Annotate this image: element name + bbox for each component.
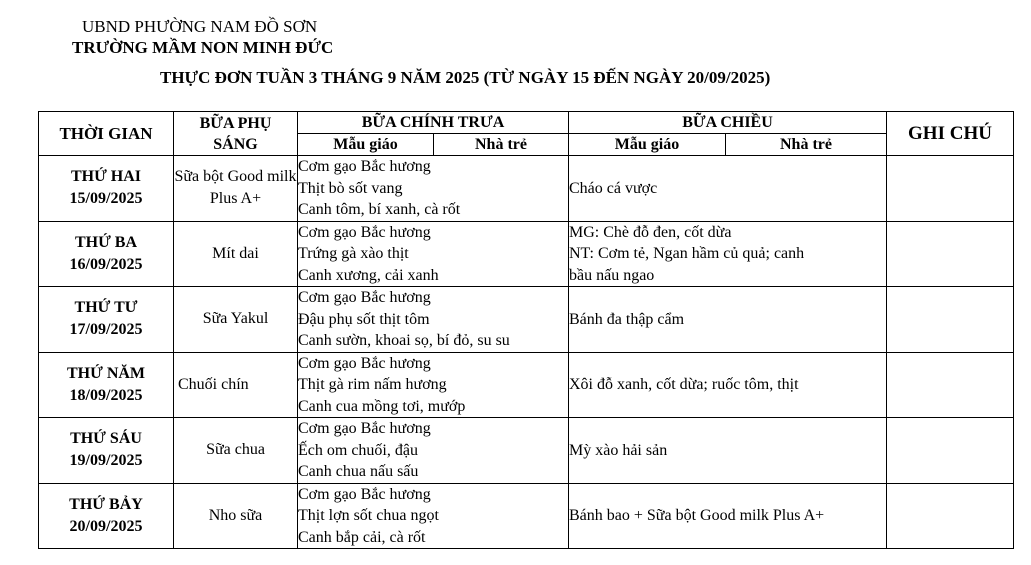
menu-title: THỰC ĐƠN TUẦN 3 THÁNG 9 NĂM 2025 (TỪ NGÀY 15 ĐẾN NGÀY 20/09/2025) (160, 68, 771, 87)
afternoon-item: NT: Cơm tẻ, Ngan hầm củ quả; canh (569, 245, 805, 262)
note-cell (887, 156, 1014, 222)
lunch-item: Cơm gạo Bắc hương (298, 223, 431, 241)
table-row (39, 483, 1014, 549)
lunch-cell (298, 287, 569, 353)
weekly-menu-table (38, 111, 1014, 549)
col-snack-header-line2: SÁNG (213, 135, 258, 153)
lunch-cell (298, 221, 569, 287)
lunch-item: Cơm gạo Bắc hương (298, 289, 431, 306)
header-row (39, 112, 1014, 134)
note-cell (887, 221, 1014, 287)
lunch-item: Thịt bò sốt vang (298, 179, 403, 197)
lunch-cell (298, 418, 569, 484)
col-snack-header-line1: BỮA PHỤ (199, 114, 272, 132)
school-name: TRƯỜNG MẦM NON MINH ĐỨC (72, 38, 334, 57)
day-name: THỨ TƯ (74, 299, 138, 317)
lunch-item: Canh bắp cải, cà rốt (298, 528, 426, 546)
afternoon-cell (569, 287, 887, 353)
col-afternoon-header: BỮA CHIỀU (569, 112, 887, 134)
afternoon-item: Mỳ xào hải sản (569, 441, 668, 459)
lunch-item: Thịt gà rim nấm hương (298, 376, 447, 393)
afternoon-item: Bánh đa thập cẩm (569, 310, 685, 328)
afternoon-item: MG: Chè đỗ đen, cốt dừa (569, 223, 732, 241)
afternoon-cell (569, 221, 887, 287)
lunch-item: Đậu phụ sốt thịt tôm (298, 310, 430, 328)
afternoon-cell (569, 156, 887, 222)
day-name: THỨ NĂM (66, 364, 146, 382)
afternoon-item: bầu nấu ngao (569, 266, 655, 284)
day-name: THỨ HAI (70, 168, 142, 186)
day-name: THỨ BẢY (69, 495, 143, 513)
col-snack-header (174, 112, 298, 156)
day-name: THỨ SÁU (70, 430, 142, 448)
lunch-preschool-header: Mẫu giáo (298, 134, 434, 156)
lunch-item: Canh chua nấu sấu (298, 463, 419, 480)
note-cell (887, 352, 1014, 418)
note-cell (887, 418, 1014, 484)
day-date: 17/09/2025 (69, 321, 143, 339)
note-cell (887, 287, 1014, 353)
afternoon-item: Cháo cá vược (569, 179, 658, 197)
col-note-header: GHI CHÚ (887, 112, 1014, 156)
lunch-item: Thịt lợn sốt chua ngọt (298, 507, 439, 524)
afternoon-item: Xôi đỗ xanh, cốt dừa; ruốc tôm, thịt (569, 376, 799, 393)
lunch-item: Canh xương, cải xanh (298, 266, 439, 284)
lunch-cell (298, 483, 569, 549)
note-cell (887, 483, 1014, 549)
lunch-item: Cơm gạo Bắc hương (298, 158, 431, 175)
table-row (39, 418, 1014, 484)
day-cell (39, 156, 174, 222)
table-row (39, 287, 1014, 353)
day-date: 15/09/2025 (69, 190, 143, 208)
col-time-header: THỜI GIAN (39, 112, 174, 156)
lunch-item: Canh cua mồng tơi, mướp (298, 397, 466, 415)
lunch-item: Cơm gạo Bắc hương (298, 485, 431, 503)
afternoon-nursery-header: Nhà trẻ (726, 134, 887, 156)
day-cell (39, 483, 174, 549)
col-lunch-header: BỮA CHÍNH TRƯA (298, 112, 569, 134)
day-date: 19/09/2025 (69, 452, 143, 470)
table-row (39, 156, 1014, 222)
day-cell (39, 418, 174, 484)
day-cell (39, 221, 174, 287)
lunch-nursery-header: Nhà trẻ (434, 134, 569, 156)
lunch-item: Ếch om chuối, đậu (298, 441, 418, 459)
day-date: 20/09/2025 (69, 517, 143, 535)
lunch-item: Cơm gạo Bắc hương (298, 420, 431, 437)
morning-snack-cell: Nho sữa (174, 483, 298, 549)
lunch-item: Trứng gà xào thịt (298, 245, 409, 262)
day-cell (39, 287, 174, 353)
day-date: 18/09/2025 (69, 386, 143, 404)
afternoon-preschool-header: Mẫu giáo (569, 134, 726, 156)
day-cell (39, 352, 174, 418)
lunch-item: Canh sườn, khoai sọ, bí đỏ, su su (298, 332, 510, 349)
morning-snack-cell: Sữa chua (174, 418, 298, 484)
afternoon-item: Bánh bao + Sữa bột Good milk Plus A+ (569, 507, 825, 524)
day-name: THỨ BA (74, 233, 138, 251)
day-date: 16/09/2025 (69, 255, 143, 273)
lunch-item: Canh tôm, bí xanh, cà rốt (298, 201, 461, 218)
morning-snack-cell: Mít dai (174, 221, 298, 287)
district-name: UBND PHƯỜNG NAM ĐỒ SƠN (82, 17, 318, 36)
lunch-cell (298, 156, 569, 222)
afternoon-cell (569, 352, 887, 418)
morning-snack-cell: Chuối chín (174, 352, 298, 418)
table-row (39, 352, 1014, 418)
lunch-cell (298, 352, 569, 418)
afternoon-cell (569, 418, 887, 484)
lunch-item: Cơm gạo Bắc hương (298, 354, 431, 372)
morning-snack-cell: Sữa bột Good milk Plus A+ (174, 156, 298, 222)
table-row (39, 221, 1014, 287)
morning-snack-cell: Sữa Yakul (174, 287, 298, 353)
afternoon-cell (569, 483, 887, 549)
